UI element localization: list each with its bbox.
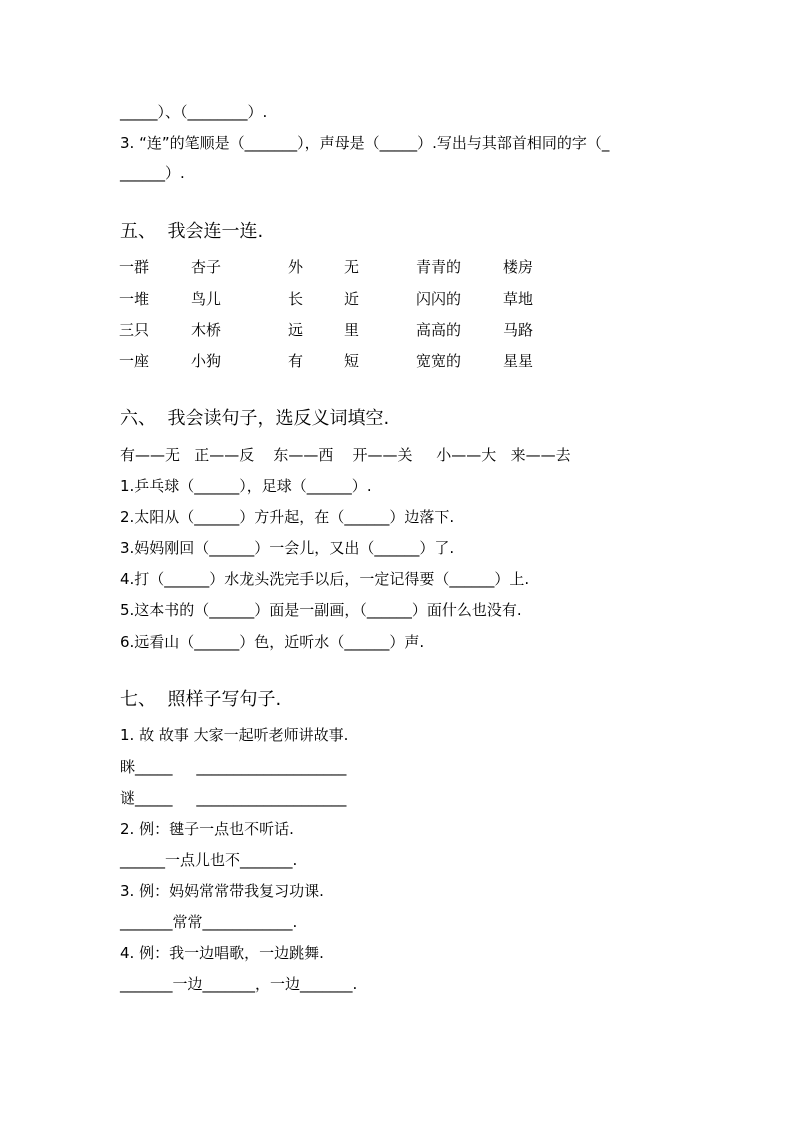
fill-blank-line: _____）、（________）. <box>120 103 268 121</box>
match-cell: 星星 <box>503 352 534 370</box>
fill-sentence: 4.打（______）水龙头洗完手以后，一定记得要（______）上. <box>120 570 530 588</box>
match-cell: 里 <box>344 321 360 339</box>
match-cell: 近 <box>344 290 360 308</box>
match-cell: 小狗 <box>191 352 222 370</box>
stroke-order-question: 3. “连”的笔顺是（_______），声母是（_____）.写出与其部首相同的字（_ <box>120 134 610 152</box>
fill-blank-line: ______）. <box>120 164 185 182</box>
example-line: 2. 例：毽子一点也不听话. <box>120 820 294 838</box>
example-line: 1. 故 故事 大家一起听老师讲故事. <box>120 726 349 744</box>
section-six-heading: 六、 我会读句子，选反义词填空. <box>120 408 390 429</box>
match-cell: 长 <box>288 290 304 308</box>
match-cell: 闪闪的 <box>416 290 462 308</box>
match-cell: 杏子 <box>191 258 222 276</box>
example-line: 3. 例：妈妈常常带我复习功课. <box>120 882 324 900</box>
write-line: ______一点儿也不_______. <box>120 851 298 869</box>
match-cell: 三只 <box>119 321 150 339</box>
match-cell: 有 <box>288 352 304 370</box>
match-cell: 楼房 <box>503 258 534 276</box>
example-line: 4. 例：我一边唱歌，一边跳舞. <box>120 944 324 962</box>
write-line: 谜_____ ____________________ <box>120 789 347 807</box>
match-cell: 一座 <box>119 352 150 370</box>
match-cell: 远 <box>288 321 304 339</box>
match-cell: 高高的 <box>416 321 462 339</box>
match-cell: 无 <box>344 258 360 276</box>
write-line: _______一边_______，一边_______. <box>120 975 358 993</box>
fill-sentence: 5.这本书的（______）面是一副画，（______）面什么也没有. <box>120 601 522 619</box>
match-cell: 马路 <box>503 321 534 339</box>
match-cell: 宽宽的 <box>416 352 462 370</box>
match-cell: 一群 <box>119 258 150 276</box>
write-line: 眯_____ ____________________ <box>120 758 347 776</box>
section-seven-heading: 七、 照样子写句子. <box>120 689 282 710</box>
fill-sentence: 1.乒乓球（______），足球（______）. <box>120 477 372 495</box>
fill-sentence: 2.太阳从（______）方升起，在（______）边落下. <box>120 508 455 526</box>
match-cell: 草地 <box>503 290 534 308</box>
fill-sentence: 3.妈妈刚回（______）一会儿，又出（______）了. <box>120 539 455 557</box>
match-cell: 鸟儿 <box>191 290 222 308</box>
section-five-heading: 五、 我会连一连. <box>120 221 264 242</box>
antonym-pairs: 有——无 正——反 东——西 开——关 小——大 来——去 <box>120 446 571 464</box>
write-line: _______常常____________. <box>120 913 298 931</box>
fill-sentence: 6.远看山（______）色，近听水（______）声. <box>120 633 425 651</box>
match-cell: 青青的 <box>416 258 462 276</box>
match-cell: 木桥 <box>191 321 222 339</box>
match-cell: 一堆 <box>119 290 150 308</box>
match-cell: 外 <box>288 258 304 276</box>
match-cell: 短 <box>344 352 360 370</box>
